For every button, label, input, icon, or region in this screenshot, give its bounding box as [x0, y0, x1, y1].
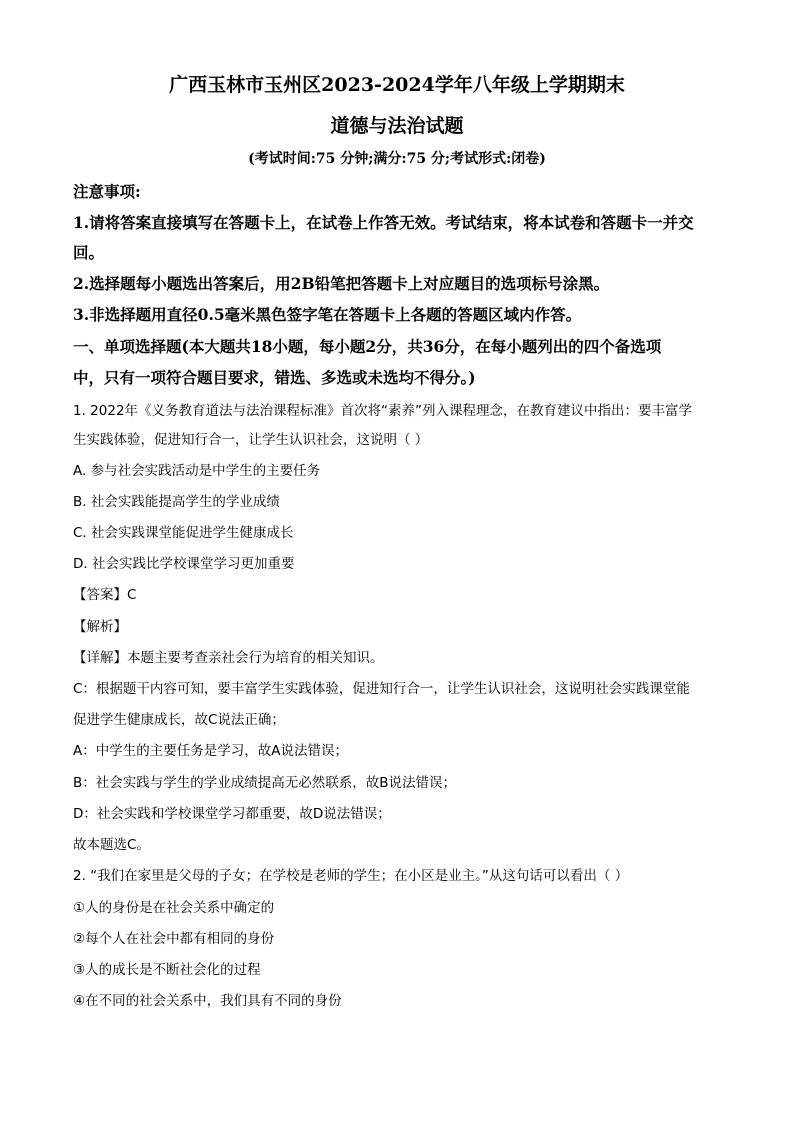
question-1-explain-a: A：中学生的主要任务是学习，故A说法错误；: [73, 743, 348, 759]
question-2-item-4: ④在不同的社会关系中，我们具有不同的身份: [73, 993, 342, 1009]
question-2-item-2: ②每个人在社会中都有相同的身份: [73, 931, 275, 947]
question-1-option-d: D. 社会实践比学校课堂学习更加重要: [73, 556, 295, 572]
question-1-stem: 1. 2022年《义务教育道法与法治课程标准》首次将“素养”列入课程理念，在教育建议中指出：要丰富学: [73, 403, 693, 419]
question-1-explain-b: B：社会实践与学生的学业成绩提高无必然联系，故B说法错误；: [73, 775, 457, 791]
question-1-explain-c: C：根据题干内容可知，要丰富学生实践体验，促进知行合一，让学生认识社会，这说明社会实践课堂能: [73, 681, 690, 697]
question-1-option-c: C. 社会实践课堂能促进学生健康成长: [73, 525, 294, 541]
exam-info: (考试时间:75 分钟;满分:75 分;考试形式:闭卷): [248, 151, 546, 167]
exam-title: 广西玉林市玉州区2023-2024学年八年级上学期期末: [169, 74, 625, 96]
question-1-stem-cont: 生实践体验，促进知行合一，让学生认识社会，这说明（ ）: [73, 432, 429, 448]
question-1-conclusion: 故本题选C。: [73, 837, 150, 853]
question-1-explain-c-cont: 促进学生健康成长，故C说法正确；: [73, 712, 285, 728]
notice-item-2: 2.选择题每小题选出答案后，用2B铅笔把答题卡上对应题目的选项标号涂黑。: [73, 274, 610, 293]
notice-item-3: 3.非选择题用直径0.5毫米黑色签字笔在答题卡上各题的答题区域内作答。: [73, 305, 582, 324]
section-heading-cont: 中，只有一项符合题目要求，错选、多选或未选均不得分。): [73, 368, 476, 387]
question-1-analysis-label: 【解析】: [73, 619, 127, 635]
section-heading: 一、单项选择题(本大题共18小题，每小题2分，共36分，在每小题列出的四个备选项: [73, 337, 662, 356]
question-2-item-1: ①人的身份是在社会关系中确定的: [73, 900, 275, 916]
notice-heading: 注意事项:: [73, 182, 141, 201]
question-1-option-a: A. 参与社会实践活动是中学生的主要任务: [73, 463, 321, 479]
notice-item-1-cont: 回。: [73, 243, 105, 262]
question-1-explain-d: D：社会实践和学校课堂学习都重要，故D说法错误；: [73, 806, 391, 822]
notice-item-1: 1.请将答案直接填写在答题卡上，在试卷上作答无效。考试结束，将本试卷和答题卡一并交: [73, 213, 694, 232]
question-1-detail: 【详解】本题主要考查亲社会行为培育的相关知识。: [73, 650, 384, 666]
question-1-option-b: B. 社会实践能提高学生的学业成绩: [73, 494, 280, 510]
question-2-item-3: ③人的成长是不断社会化的过程: [73, 962, 261, 978]
exam-subject-title: 道德与法治试题: [330, 115, 464, 137]
question-2-stem: 2. “我们在家里是父母的子女；在学校是老师的学生；在小区是业主。”从这句话可以看出（ ）: [73, 868, 629, 884]
question-1-answer: 【答案】C: [73, 587, 137, 603]
